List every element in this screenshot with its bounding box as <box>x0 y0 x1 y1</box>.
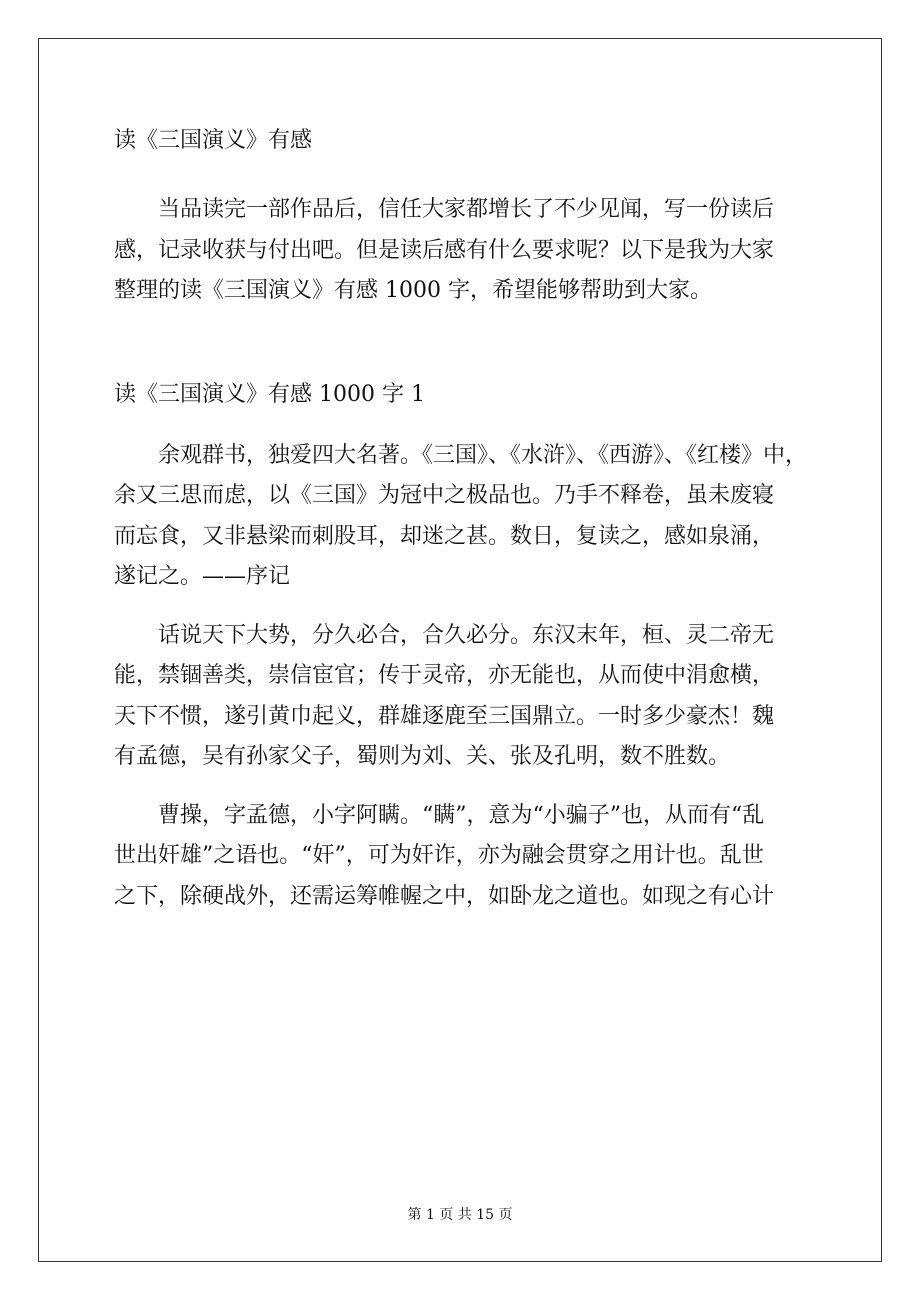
spacer <box>114 312 814 372</box>
intro-line-2: 感，记录收获与付出吧。但是读后感有什么要求呢？以下是我为大家 <box>114 237 775 263</box>
paragraph-2-line-3: 天下不惯，遂引黄巾起义，群雄逐鹿至三国鼎立。一时多少豪杰！魏 <box>114 703 775 729</box>
paragraph-1-line-1: 余观群书，独爱四大名著。《三国》、《水浒》、《西游》、《红楼》中， <box>158 442 808 468</box>
paragraph-2-line-1: 话说天下大势，分久必合，合久必分。东汉末年，桓、灵二帝无 <box>158 622 775 648</box>
document-body <box>114 118 814 917</box>
paragraph-1-line-2: 余又三思而虑，以《三国》为冠中之极品也。乃手不释卷，虽未废寝 <box>114 483 775 508</box>
paragraph-2 <box>114 616 814 778</box>
paragraph-1-line-3: 而忘食，又非悬梁而刺股耳，却迷之甚。数日，复读之，感如泉涌， <box>114 523 775 549</box>
paragraph-1 <box>114 436 814 598</box>
spacer <box>114 418 814 436</box>
spacer <box>114 598 814 616</box>
intro-line-1: 当品读完一部作品后，信任大家都增长了不少见闻，写一份读后 <box>158 197 775 222</box>
paragraph-3 <box>114 796 814 918</box>
page-number-footer: 第 1 页 共 15 页 <box>407 1207 513 1223</box>
paragraph-1-line-4: 遂记之。——序记 <box>114 564 291 589</box>
paragraph-3-line-3: 之下，除硬战外，还需运筹帷幄之中，如卧龙之道也。如现之有心计 <box>114 883 775 909</box>
spacer <box>114 164 814 190</box>
intro-paragraph <box>114 190 814 312</box>
paragraph-3-line-1: 曹操，字孟德，小字阿瞒。“瞒”，意为“小骗子”也，从而有“乱 <box>158 802 765 828</box>
intro-line-3: 整理的读《三国演义》有感 1000 字，希望能够帮助到大家。 <box>114 278 712 303</box>
section-title: 读《三国演义》有感 1000 字 1 <box>114 381 425 407</box>
document-title: 读《三国演义》有感 <box>114 128 313 153</box>
paragraph-2-line-2: 能，禁锢善类，崇信宦官；传于灵帝，亦无能也，从而使中涓愈横， <box>114 663 775 688</box>
spacer <box>114 778 814 796</box>
paragraph-3-line-2: 世出奸雄”之语也。“奸”，可为奸诈，亦为融会贯穿之用计也。乱世 <box>114 843 764 868</box>
paragraph-2-line-4: 有孟德，吴有孙家父子，蜀则为刘、关、张及孔明，数不胜数。 <box>114 744 731 769</box>
